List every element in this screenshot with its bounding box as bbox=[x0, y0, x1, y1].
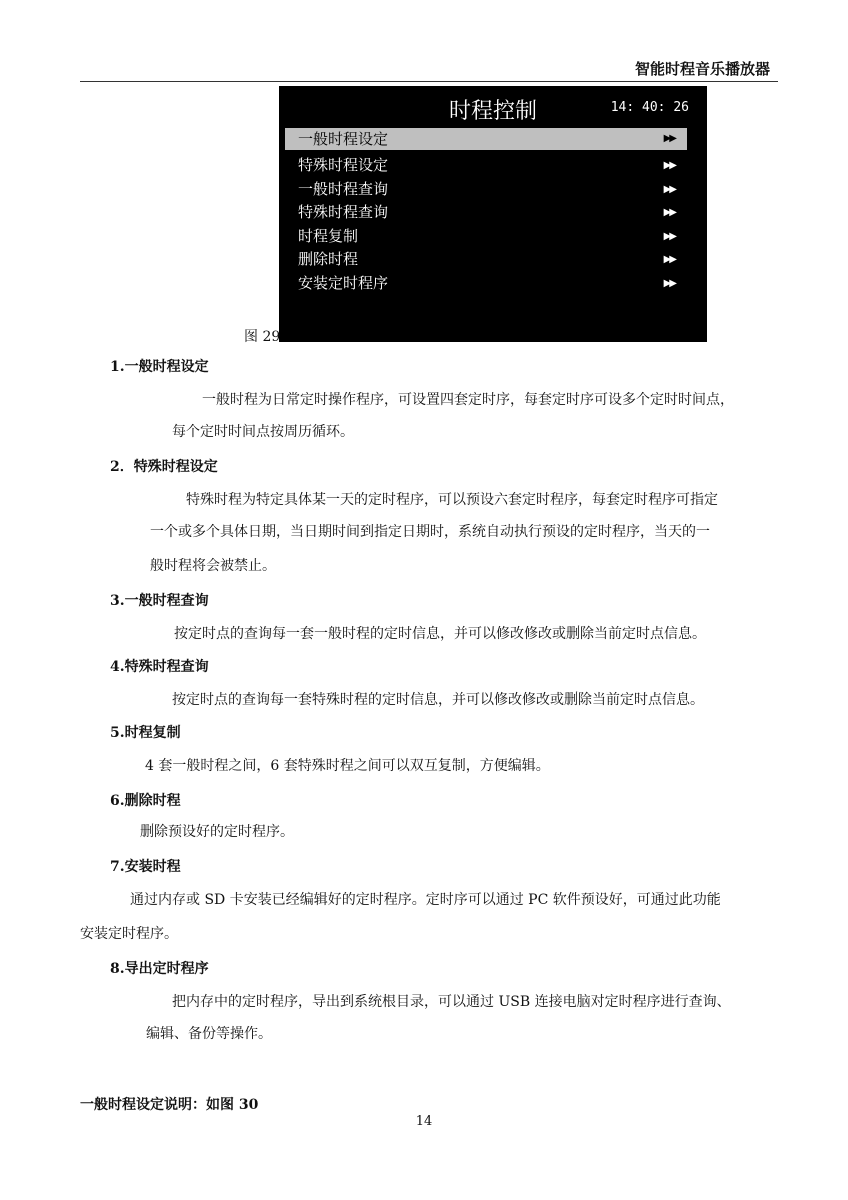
section-heading: 4.特殊时程查询 bbox=[110, 659, 209, 675]
header-rule bbox=[80, 81, 778, 82]
fast-forward-icon: ▶▶ bbox=[663, 183, 675, 195]
figure-caption: 图 29 bbox=[244, 329, 281, 345]
menu-item-label: 一般时程设定 bbox=[298, 130, 389, 148]
paragraph-line: 按定时点的查询每一套一般时程的定时信息，并可以修改修改或删除当前定时点信息。 bbox=[174, 626, 706, 642]
fast-forward-icon: ▶▶ bbox=[663, 133, 675, 144]
paragraph-line: 把内存中的定时程序，导出到系统根目录，可以通过 USB 连接电脑对定时程序进行查询、 bbox=[172, 994, 731, 1010]
section-heading: 6.删除时程 bbox=[110, 793, 181, 809]
paragraph-line: 安装定时程序。 bbox=[80, 926, 178, 942]
document-header-title: 智能时程音乐播放器 bbox=[634, 60, 770, 78]
menu-item-schedule-copy[interactable] bbox=[285, 225, 687, 249]
section-heading: 1.一般时程设定 bbox=[110, 359, 209, 375]
figure-reference-note: 一般时程设定说明：如图 30 bbox=[80, 1097, 259, 1113]
paragraph-line: 删除预设好的定时程序。 bbox=[140, 824, 294, 840]
device-screen bbox=[279, 86, 707, 342]
paragraph-line: 特殊时程为特定具体某一天的定时程序，可以预设六套定时程序，每套定时程序可指定 bbox=[186, 492, 718, 508]
fast-forward-icon: ▶▶ bbox=[663, 230, 675, 242]
screen-title: 时程控制 bbox=[448, 99, 537, 124]
paragraph-line: 编辑、备份等操作。 bbox=[146, 1026, 272, 1042]
menu-item-delete-schedule[interactable] bbox=[285, 248, 687, 272]
paragraph-line: 4 套一般时程之间，6 套特殊时程之间可以双互复制，方便编辑。 bbox=[145, 758, 550, 774]
fast-forward-icon: ▶▶ bbox=[663, 160, 675, 171]
paragraph-line: 每个定时时间点按周历循环。 bbox=[172, 424, 354, 440]
menu-item-install-program[interactable] bbox=[285, 272, 687, 296]
menu-list bbox=[285, 128, 687, 295]
menu-item-label: 特殊时程设定 bbox=[298, 156, 389, 174]
paragraph-line: 按定时点的查询每一套特殊时程的定时信息，并可以修改修改或删除当前定时点信息。 bbox=[172, 692, 704, 708]
screen-clock: 14: 40: 26 bbox=[610, 100, 689, 115]
section-heading: 5.时程复制 bbox=[110, 725, 181, 741]
paragraph-line: 通过内存或 SD 卡安装已经编辑好的定时程序。定时序可以通过 PC 软件预设好，可通过此功能 bbox=[130, 892, 721, 908]
fast-forward-icon: ▶▶ bbox=[663, 254, 675, 265]
section-heading: 8.导出定时程序 bbox=[110, 961, 209, 977]
menu-item-label: 时程复制 bbox=[298, 226, 359, 245]
section-heading: 2．特殊时程设定 bbox=[110, 459, 218, 475]
menu-item-label: 一般时程查询 bbox=[298, 179, 389, 198]
menu-item-general-schedule-set[interactable] bbox=[285, 128, 687, 150]
menu-item-special-schedule-query[interactable] bbox=[285, 201, 687, 225]
fast-forward-icon: ▶▶ bbox=[663, 277, 675, 289]
menu-item-label: 特殊时程查询 bbox=[298, 203, 389, 221]
paragraph-line: 般时程将会被禁止。 bbox=[150, 558, 276, 574]
fast-forward-icon: ▶▶ bbox=[663, 207, 675, 218]
menu-item-label: 删除时程 bbox=[298, 250, 359, 268]
section-heading: 3.一般时程查询 bbox=[110, 593, 209, 609]
menu-item-label: 安装定时程序 bbox=[298, 273, 389, 292]
menu-item-special-schedule-set[interactable] bbox=[285, 154, 687, 178]
paragraph-line: 一般时程为日常定时操作程序，可设置四套定时序，每套定时序可设多个定时时间点， bbox=[202, 392, 734, 408]
paragraph-line: 一个或多个具体日期，当日期时间到指定日期时，系统自动执行预设的定时程序，当天的一 bbox=[150, 524, 710, 540]
section-heading: 7.安装时程 bbox=[110, 859, 181, 875]
page-number: 14 bbox=[415, 1114, 433, 1129]
menu-item-general-schedule-query[interactable] bbox=[285, 178, 687, 202]
